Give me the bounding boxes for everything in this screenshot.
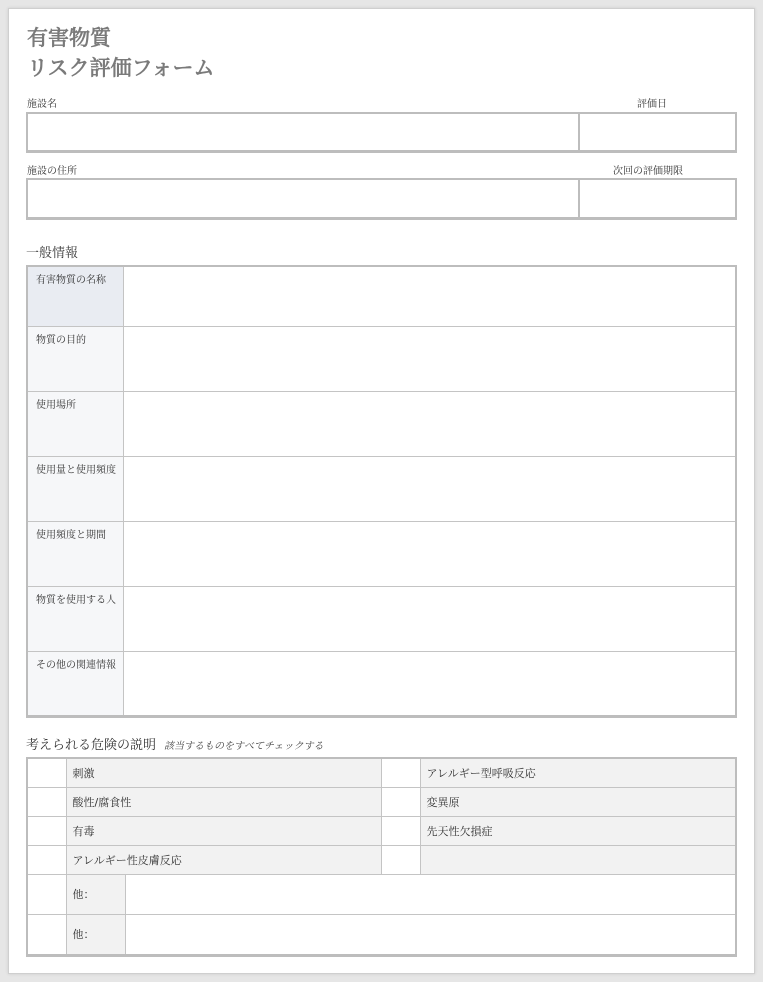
hazard-checkbox[interactable] (27, 758, 66, 787)
hazards-heading (26, 738, 324, 755)
other-hazard-field[interactable] (126, 875, 736, 914)
hazard-checkbox[interactable] (381, 787, 420, 816)
usage-location-field[interactable] (123, 391, 736, 456)
general-info-heading: 一般情報 (26, 246, 79, 261)
form-title (27, 23, 215, 83)
other-hazard-field[interactable] (126, 915, 736, 954)
info-row (27, 586, 736, 651)
usage-amount-field[interactable] (123, 456, 736, 521)
title-line-2: リスク評価フォーム (27, 55, 215, 80)
hazard-other-row (27, 914, 736, 955)
info-row (27, 266, 736, 326)
hazard-checkbox[interactable] (27, 816, 66, 845)
info-row (27, 326, 736, 391)
info-label: 物質を使用する人 (27, 586, 123, 651)
facility-name-row (26, 112, 737, 153)
form-page (8, 8, 755, 974)
hazard-row (27, 845, 736, 874)
hazard-checkbox[interactable] (381, 816, 420, 845)
hazard-other-row (27, 874, 736, 914)
info-label: 使用場所 (27, 391, 123, 456)
facility-address-row (26, 178, 737, 220)
hazard-name: 先天性欠損症 (420, 816, 736, 845)
hazard-checkbox[interactable] (381, 845, 420, 874)
substance-users-field[interactable] (123, 586, 736, 651)
info-label: 有害物質の名称 (27, 266, 123, 326)
hazard-other-cell (66, 914, 736, 955)
hazard-checkbox[interactable] (27, 914, 66, 955)
info-row (27, 391, 736, 456)
hazard-name: 変異原 (420, 787, 736, 816)
info-row (27, 521, 736, 586)
hazards-heading-text: 考えられる危険の説明 (26, 738, 157, 753)
usage-duration-field[interactable] (123, 521, 736, 586)
general-info-table (26, 265, 737, 718)
info-row (27, 456, 736, 521)
hazard-other-cell (66, 874, 736, 914)
facility-address-label: 施設の住所 (27, 166, 77, 177)
next-assessment-field[interactable] (580, 180, 735, 217)
info-label: 使用頻度と期間 (27, 521, 123, 586)
hazard-checkbox[interactable] (27, 874, 66, 914)
other-label: 他： (67, 915, 126, 954)
substance-name-field[interactable] (123, 266, 736, 326)
info-label: 使用量と使用頻度 (27, 456, 123, 521)
facility-address-field[interactable] (28, 180, 578, 217)
hazard-row (27, 816, 736, 845)
substance-purpose-field[interactable] (123, 326, 736, 391)
hazards-table (26, 757, 737, 957)
info-row (27, 651, 736, 716)
hazards-hint: 該当するものをすべてチェックする (164, 741, 324, 752)
assessment-date-field[interactable] (580, 114, 735, 150)
hazard-name: アレルギー性皮膚反応 (66, 845, 381, 874)
hazard-name-empty (420, 845, 736, 874)
hazard-name: 有毒 (66, 816, 381, 845)
facility-name-field[interactable] (28, 114, 578, 150)
hazard-checkbox[interactable] (27, 787, 66, 816)
other-info-field[interactable] (123, 651, 736, 716)
next-assessment-label: 次回の評価期限 (613, 166, 683, 177)
facility-name-label: 施設名 (27, 99, 57, 110)
other-label: 他： (67, 875, 126, 914)
info-label: 物質の目的 (27, 326, 123, 391)
hazard-checkbox[interactable] (381, 758, 420, 787)
title-line-1: 有害物質 (27, 25, 111, 50)
assessment-date-label: 評価日 (637, 99, 667, 110)
hazard-name: 酸性/腐食性 (66, 787, 381, 816)
hazard-row (27, 758, 736, 787)
info-label: その他の関連情報 (27, 651, 123, 716)
hazard-name: 刺激 (66, 758, 381, 787)
hazard-name: アレルギー型呼吸反応 (420, 758, 736, 787)
hazard-checkbox[interactable] (27, 845, 66, 874)
hazard-row (27, 787, 736, 816)
